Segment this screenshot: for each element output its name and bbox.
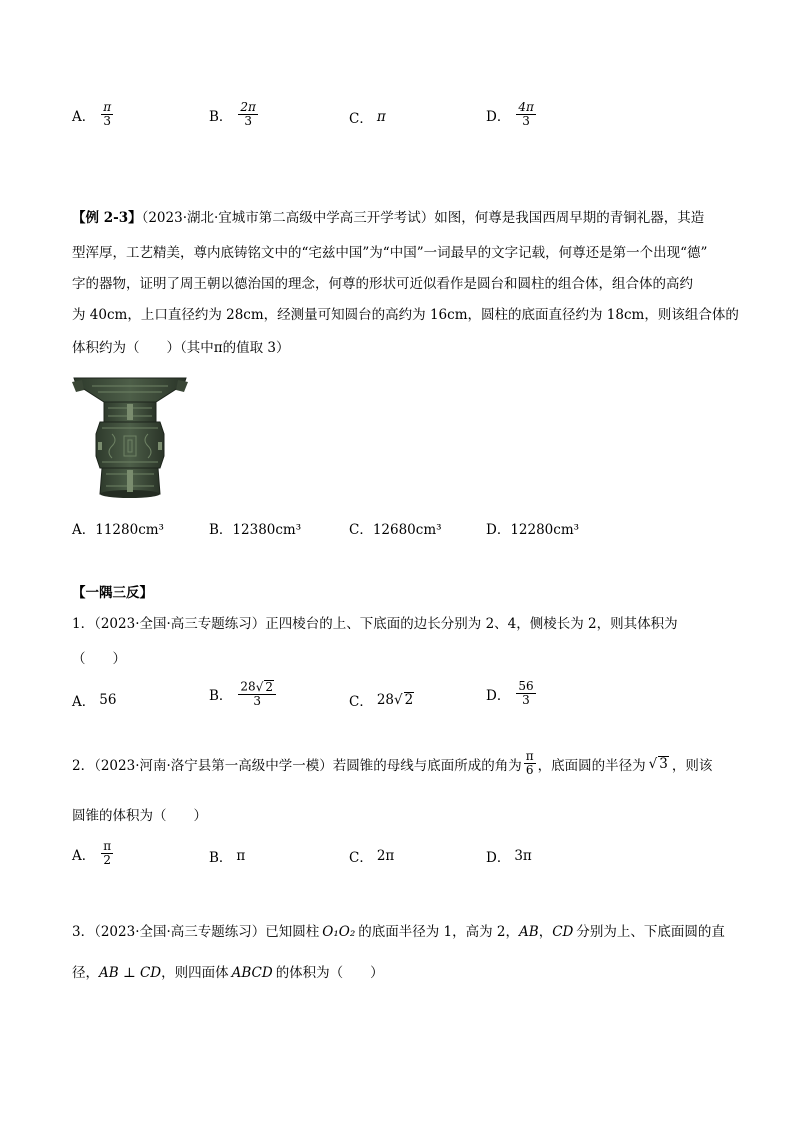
fraction-den: 3 bbox=[522, 693, 530, 708]
bronze-vessel-image bbox=[72, 376, 188, 502]
radicand: 3 bbox=[659, 755, 668, 772]
fraction-num: 4π bbox=[518, 100, 534, 114]
fraction bbox=[238, 680, 276, 708]
sqrt: √ 2 bbox=[255, 679, 273, 694]
fraction-den: 3 bbox=[103, 114, 112, 129]
q1-line-2: （ ） bbox=[72, 651, 126, 667]
coef: 28 bbox=[240, 679, 256, 694]
fraction-den: 3 bbox=[253, 694, 262, 709]
q1-option-b bbox=[209, 680, 276, 708]
example-option-a: A．11280cm³ bbox=[72, 522, 164, 538]
q1-option-a bbox=[72, 690, 116, 710]
example-line-2: 型浑厚，工艺精美，尊内底铸铭文中的“宅兹中国”为“中国”一词最早的文字记载，何尊还是第一个出现“德” bbox=[72, 245, 708, 261]
q3-text: 径， bbox=[72, 965, 99, 981]
example-option-c: C．12680cm³ bbox=[349, 522, 442, 538]
example-source: （2023·湖北·宜城市第二高级中学高三开学考试） bbox=[141, 210, 435, 226]
option-label: C． bbox=[349, 850, 373, 866]
fraction bbox=[101, 840, 113, 867]
math-cd: CD bbox=[552, 924, 574, 940]
q3-line-2 bbox=[72, 961, 384, 981]
fraction-den: 6 bbox=[525, 763, 534, 778]
fraction-num: π bbox=[103, 839, 112, 853]
q2-text: 2．（2023·河南·洛宁县第一高级中学一模）若圆锥的母线与底面所成的角为 bbox=[72, 757, 522, 774]
math-ab: AB bbox=[519, 924, 539, 940]
q2-option-a bbox=[72, 840, 113, 867]
section-title: 【一隅三反】 bbox=[72, 585, 153, 601]
option-label: B． bbox=[209, 850, 233, 866]
q2-line-1 bbox=[72, 750, 712, 777]
prev-option-b bbox=[209, 101, 258, 128]
option-label: D． bbox=[486, 850, 511, 866]
fraction-num: 56 bbox=[518, 679, 534, 693]
fraction-den: 3 bbox=[522, 114, 530, 129]
fraction bbox=[238, 101, 258, 128]
option-label: D． bbox=[486, 108, 511, 125]
radicand: 2 bbox=[265, 680, 273, 694]
math-abcd: ABCD bbox=[231, 965, 273, 981]
q2-option-b bbox=[209, 846, 245, 866]
example-option-d: D．12280cm³ bbox=[486, 522, 580, 538]
fraction-den: 2 bbox=[103, 853, 112, 868]
q2-text: ，则该 bbox=[671, 757, 713, 774]
option-value: 56 bbox=[99, 692, 117, 708]
option-label: C． bbox=[349, 694, 373, 710]
example-line-5: 体积约为（ ）（其中π的值取 3） bbox=[72, 340, 290, 356]
q3-text: 3．（2023·全国·高三专题练习）已知圆柱 bbox=[72, 924, 320, 940]
q2-option-d bbox=[486, 846, 532, 866]
option-label: D． bbox=[486, 687, 511, 704]
option-value: π bbox=[376, 109, 386, 125]
prev-option-c bbox=[349, 107, 386, 127]
fraction-den: 3 bbox=[244, 114, 252, 129]
q2-line-2: 圆锥的体积为（ ） bbox=[72, 808, 207, 824]
fraction-num: π bbox=[103, 100, 112, 114]
option-label: A． bbox=[72, 108, 96, 125]
fraction-num bbox=[238, 680, 276, 695]
option-value: π bbox=[236, 848, 246, 864]
prev-option-d bbox=[486, 101, 536, 128]
option-value: 3π bbox=[514, 848, 532, 864]
q1-option-d bbox=[486, 680, 536, 707]
fraction bbox=[516, 680, 535, 707]
option-label: A． bbox=[72, 694, 96, 710]
radicand: 2 bbox=[404, 692, 414, 709]
fraction-num: 2π bbox=[240, 100, 256, 114]
option-label: C． bbox=[349, 111, 373, 127]
q3-text: 的底面半径为 1，高为 2， bbox=[358, 924, 520, 940]
q3-text: ， bbox=[538, 924, 553, 940]
option-label: B． bbox=[209, 688, 233, 705]
example-line-4: 为 40cm，上口直径约为 28cm，经测量可知圆台的高约为 16cm，圆柱的底面直径约为 18cm，则该组合体的 bbox=[72, 307, 739, 323]
example-line-3: 字的器物，证明了周王朝以德治国的理念，何尊的形状可近似看作是圆台和圆柱的组合体，组合体的高约 bbox=[72, 276, 693, 292]
coef: 28 bbox=[376, 692, 395, 708]
q3-text: ，则四面体 bbox=[161, 965, 229, 981]
option-label: A． bbox=[72, 847, 96, 864]
q3-text: 分别为上、下底面圆的直 bbox=[576, 924, 725, 940]
example-tag: 【例 2-3】 bbox=[72, 210, 142, 226]
option-label: B． bbox=[209, 108, 233, 125]
sqrt: √ 2 bbox=[394, 692, 414, 709]
q3-text: 的体积为（ ） bbox=[275, 965, 384, 981]
example-line-1 bbox=[72, 206, 704, 226]
math-axis: O₁O₂ bbox=[322, 924, 356, 940]
fraction bbox=[516, 101, 536, 128]
q2-text: ，底面圆的半径为 bbox=[537, 757, 646, 774]
example-option-b: B．12380cm³ bbox=[209, 522, 302, 538]
option-value: 2π bbox=[376, 848, 395, 864]
q2-option-c bbox=[349, 846, 394, 866]
q1-line-1: 1．（2023·全国·高三专题练习）正四棱台的上、下底面的边长分别为 2、4，侧棱长为 2，则其体积为 bbox=[72, 616, 678, 632]
q1-option-c bbox=[349, 690, 414, 710]
math-perp: AB ⊥ CD bbox=[99, 965, 162, 981]
prev-option-a bbox=[72, 101, 113, 128]
q3-line-1 bbox=[72, 920, 725, 940]
fraction bbox=[101, 101, 113, 128]
fraction-num: π bbox=[525, 749, 534, 763]
example-text: 如图，何尊是我国西周早期的青铜礼器，其造 bbox=[434, 210, 705, 226]
sqrt: √ 3 bbox=[648, 755, 668, 772]
fraction bbox=[524, 750, 536, 777]
